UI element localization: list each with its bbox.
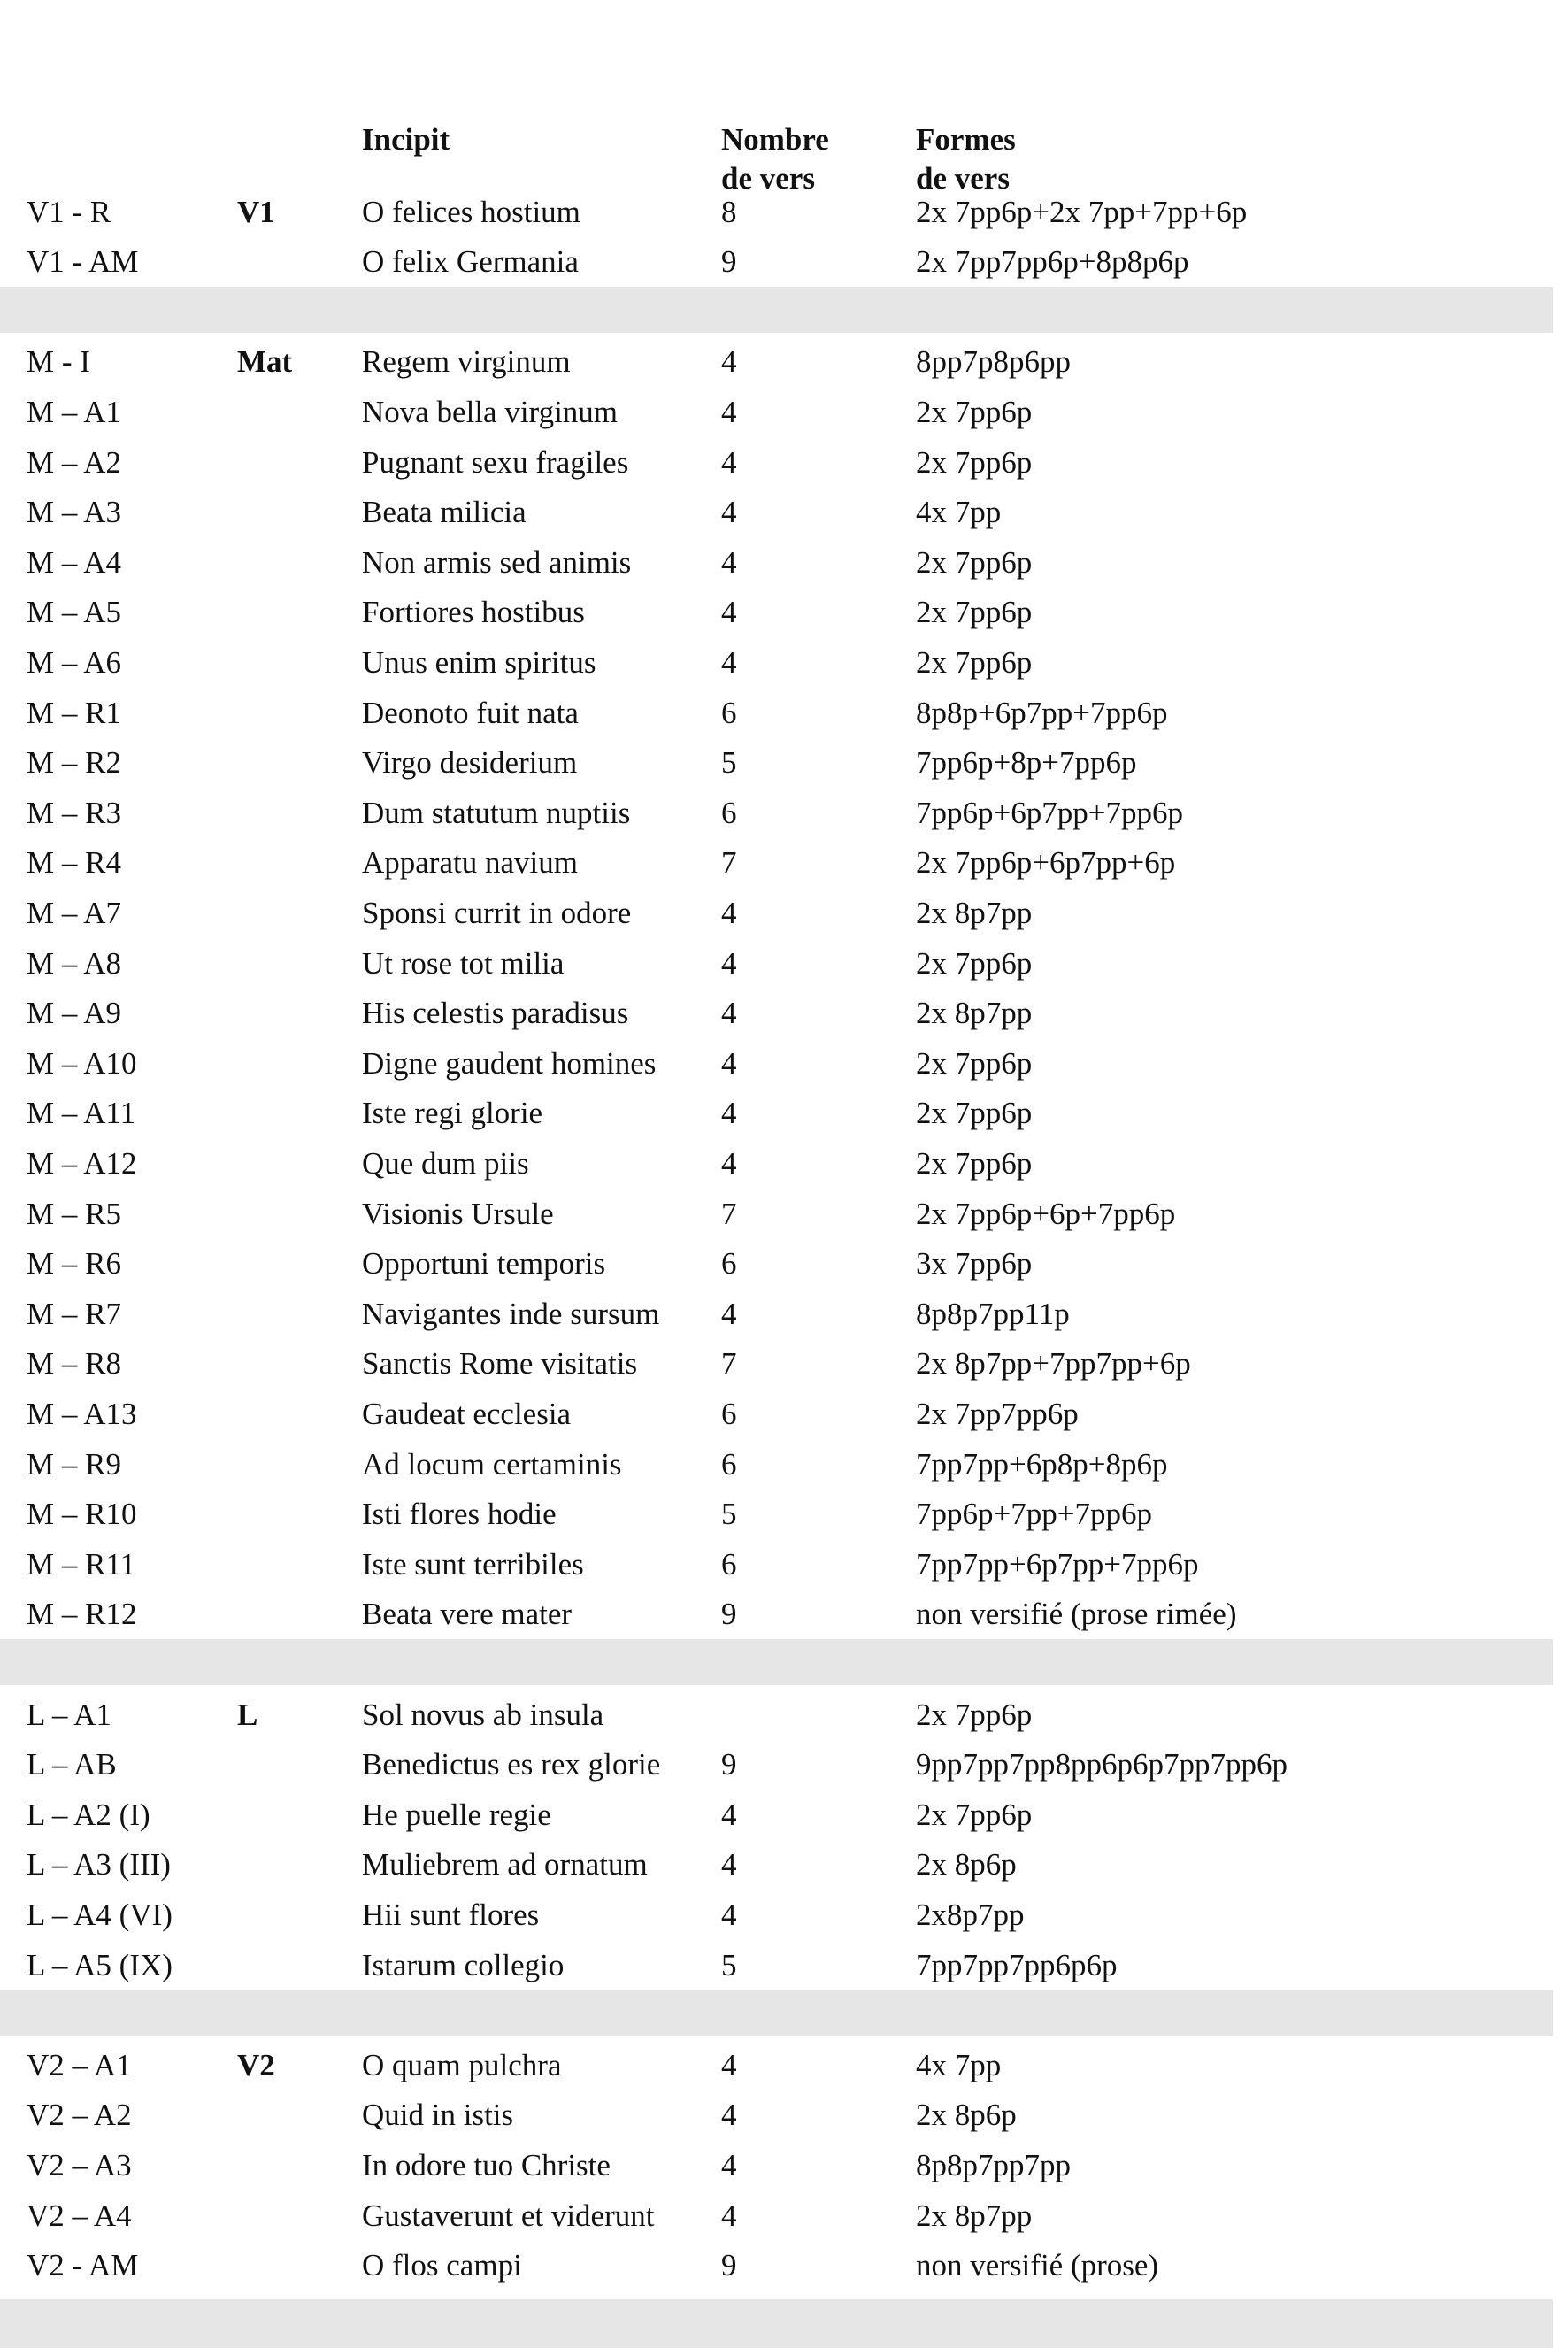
cell-id: M – R9 <box>27 1446 121 1482</box>
table-row <box>0 2090 1568 2140</box>
cell-id: M - I <box>27 344 90 380</box>
table-row <box>0 1439 1568 1490</box>
table-row <box>0 1389 1568 1439</box>
cell-incipit: Gaudeat ecclesia <box>362 1396 572 1431</box>
cell-formes: 2x 7pp6p <box>916 444 1033 480</box>
cell-nombre: 4 <box>721 945 737 981</box>
table-row <box>0 1289 1568 1339</box>
cell-id: V2 - AM <box>27 2248 139 2283</box>
cell-formes: 2x 7pp7pp6p <box>916 1396 1079 1431</box>
cell-id: M – R10 <box>27 1497 137 1532</box>
cell-formes: 2x 7pp7pp6p+8p8p6p <box>916 244 1189 280</box>
table-row <box>0 637 1568 688</box>
cell-incipit: O flos campi <box>362 2248 522 2283</box>
cell-formes: 2x 8p7pp+7pp7pp+6p <box>916 1346 1191 1382</box>
table-row <box>0 1539 1568 1590</box>
section-separator-band <box>0 1639 1553 1685</box>
cell-id: V1 - R <box>27 194 111 229</box>
table-row <box>0 587 1568 637</box>
cell-formes: 2x 8p7pp <box>916 895 1033 930</box>
cell-formes: 2x 7pp6p+6p+7pp6p <box>916 1196 1176 1231</box>
cell-formes: 7pp7pp+6p8p+8p6p <box>916 1446 1168 1482</box>
cell-incipit: Unus enim spiritus <box>362 644 596 680</box>
cell-id: L – A2 (I) <box>27 1797 150 1832</box>
cell-nombre: 4 <box>721 595 737 630</box>
cell-id: M – A11 <box>27 1096 136 1131</box>
table-row <box>0 788 1568 838</box>
cell-incipit: Opportuni temporis <box>362 1246 606 1282</box>
cell-incipit: Gustaverunt et viderunt <box>362 2198 655 2233</box>
cell-nombre: 4 <box>721 344 737 380</box>
cell-formes: 2x8p7pp <box>916 1897 1025 1932</box>
cell-nombre: 4 <box>721 1045 737 1081</box>
cell-id: M – R6 <box>27 1246 121 1282</box>
cell-incipit: Dum statutum nuptiis <box>362 795 631 830</box>
cell-incipit: Beata milicia <box>362 495 527 530</box>
group-label: V1 <box>237 194 275 229</box>
cell-nombre: 7 <box>721 845 737 881</box>
cell-id: M – R12 <box>27 1597 137 1632</box>
cell-incipit: Sol novus ab insula <box>362 1697 604 1732</box>
cell-id: M – R2 <box>27 745 121 781</box>
cell-nombre: 4 <box>721 2098 737 2133</box>
table-row <box>0 2040 1568 2090</box>
cell-formes: 4x 7pp <box>916 495 1002 530</box>
column-header-formes-line1: Formes <box>916 122 1016 157</box>
cell-nombre: 4 <box>721 996 737 1031</box>
table-row <box>0 1739 1568 1790</box>
table-row <box>0 837 1568 888</box>
cell-id: M – R3 <box>27 795 121 830</box>
cell-incipit: He puelle regie <box>362 1797 551 1832</box>
cell-id: M – A10 <box>27 1045 137 1081</box>
cell-formes: non versifié (prose) <box>916 2248 1159 2283</box>
table-row <box>0 236 1568 287</box>
cell-id: M – A4 <box>27 544 121 580</box>
cell-nombre: 9 <box>721 1597 737 1632</box>
cell-nombre: 4 <box>721 495 737 530</box>
cell-formes: 2x 7pp6p <box>916 1697 1033 1732</box>
cell-incipit: O quam pulchra <box>362 2047 562 2082</box>
table-row <box>0 1088 1568 1138</box>
cell-id: M – R5 <box>27 1196 121 1231</box>
cell-incipit: Pugnant sexu fragiles <box>362 444 629 480</box>
cell-formes: 4x 7pp <box>916 2047 1002 2082</box>
cell-nombre: 7 <box>721 1346 737 1382</box>
cell-id: M – A12 <box>27 1145 137 1181</box>
cell-incipit: Ut rose tot milia <box>362 945 565 981</box>
cell-formes: 8p8p+6p7pp+7pp6p <box>916 695 1168 730</box>
cell-formes: 2x 7pp6p <box>916 1797 1033 1832</box>
cell-id: M – A6 <box>27 644 121 680</box>
table-row <box>0 988 1568 1038</box>
cell-incipit: Iste regi glorie <box>362 1096 543 1131</box>
cell-incipit: Regem virginum <box>362 344 571 380</box>
cell-formes: 8pp7p8p6pp <box>916 344 1071 380</box>
section-separator-band <box>0 1990 1553 2036</box>
table-row <box>0 1038 1568 1089</box>
cell-id: M – A3 <box>27 495 121 530</box>
cell-id: M – A2 <box>27 444 121 480</box>
cell-formes: 2x 7pp6p+2x 7pp+7pp+6p <box>916 194 1248 229</box>
cell-formes: 2x 7pp6p <box>916 1045 1033 1081</box>
cell-formes: 2x 7pp6p <box>916 1145 1033 1181</box>
cell-id: M – A1 <box>27 394 121 429</box>
group-label: Mat <box>237 344 293 380</box>
cell-id: L – A1 <box>27 1697 111 1732</box>
cell-formes: 7pp7pp+6p7pp+7pp6p <box>916 1546 1199 1582</box>
group-label: L <box>237 1697 258 1732</box>
cell-formes: 2x 7pp6p <box>916 595 1033 630</box>
cell-nombre: 8 <box>721 194 737 229</box>
cell-incipit: Beata vere mater <box>362 1597 573 1632</box>
cell-id: M – A9 <box>27 996 121 1031</box>
cell-incipit: Benedictus es rex glorie <box>362 1747 661 1782</box>
cell-id: M – R4 <box>27 845 121 881</box>
cell-nombre: 4 <box>721 1296 737 1331</box>
cell-formes: non versifié (prose rimée) <box>916 1597 1237 1632</box>
cell-nombre: 4 <box>721 644 737 680</box>
cell-incipit: Istarum collegio <box>362 1947 565 1982</box>
cell-nombre: 6 <box>721 1396 737 1431</box>
table-row <box>0 1338 1568 1389</box>
cell-id: M – R11 <box>27 1546 136 1582</box>
cell-incipit: Nova bella virginum <box>362 394 619 429</box>
cell-id: M – R8 <box>27 1346 121 1382</box>
group-label: V2 <box>237 2047 275 2082</box>
cell-nombre: 4 <box>721 544 737 580</box>
table-row <box>0 336 1568 387</box>
cell-incipit: Sanctis Rome visitatis <box>362 1346 638 1382</box>
cell-nombre: 4 <box>721 1797 737 1832</box>
cell-id: L – AB <box>27 1747 117 1782</box>
table-row <box>0 2140 1568 2190</box>
cell-nombre: 5 <box>721 1947 737 1982</box>
table-row <box>0 437 1568 488</box>
cell-incipit: Que dum piis <box>362 1145 529 1181</box>
cell-formes: 2x 7pp6p <box>916 644 1033 680</box>
cell-id: V1 - AM <box>27 244 139 280</box>
cell-formes: 2x 7pp6p <box>916 394 1033 429</box>
cell-incipit: Sponsi currit in odore <box>362 895 632 930</box>
section-separator-band-partial <box>0 2299 1553 2348</box>
table-row <box>0 888 1568 938</box>
cell-incipit: Virgo desiderium <box>362 745 578 781</box>
cell-nombre: 9 <box>721 244 737 280</box>
cell-nombre: 6 <box>721 795 737 830</box>
column-header-nombre-line2: de vers <box>721 161 815 196</box>
cell-nombre: 4 <box>721 394 737 429</box>
cell-id: M – A13 <box>27 1396 137 1431</box>
section-separator-band <box>0 287 1553 333</box>
cell-formes: 2x 8p7pp <box>916 2198 1033 2233</box>
table-row <box>0 387 1568 437</box>
cell-id: L – A4 (VI) <box>27 1897 173 1932</box>
cell-nombre: 9 <box>721 1747 737 1782</box>
cell-id: M – R1 <box>27 695 121 730</box>
cell-id: M – R7 <box>27 1296 121 1331</box>
cell-nombre: 9 <box>721 2248 737 2283</box>
cell-formes: 7pp6p+6p7pp+7pp6p <box>916 795 1183 830</box>
column-header-incipit: Incipit <box>362 122 450 157</box>
cell-formes: 7pp7pp7pp6p6p <box>916 1947 1118 1982</box>
cell-incipit: O felices hostium <box>362 194 580 229</box>
cell-id: V2 – A4 <box>27 2198 132 2233</box>
cell-incipit: Ad locum certaminis <box>362 1446 622 1482</box>
cell-incipit: O felix Germania <box>362 244 579 280</box>
cell-incipit: Digne gaudent homines <box>362 1045 657 1081</box>
cell-formes: 7pp6p+7pp+7pp6p <box>916 1497 1152 1532</box>
cell-formes: 2x 7pp6p+6p7pp+6p <box>916 845 1176 881</box>
cell-formes: 8p8p7pp7pp <box>916 2147 1071 2182</box>
table-row <box>0 487 1568 537</box>
table-row <box>0 1839 1568 1890</box>
table-row <box>0 1589 1568 1639</box>
table-row <box>0 2190 1568 2241</box>
cell-formes: 2x 8p6p <box>916 2098 1017 2133</box>
cell-incipit: Iste sunt terribiles <box>362 1546 584 1582</box>
cell-incipit: Non armis sed animis <box>362 544 632 580</box>
cell-incipit: Deonoto fuit nata <box>362 695 579 730</box>
cell-id: L – A5 (IX) <box>27 1947 173 1982</box>
cell-nombre: 6 <box>721 1546 737 1582</box>
table-row <box>0 1489 1568 1539</box>
cell-incipit: In odore tuo Christe <box>362 2147 611 2182</box>
cell-id: M – A8 <box>27 945 121 981</box>
cell-nombre: 4 <box>721 2198 737 2233</box>
table-row <box>0 1790 1568 1840</box>
cell-nombre: 5 <box>721 745 737 781</box>
cell-nombre: 4 <box>721 1145 737 1181</box>
cell-nombre: 4 <box>721 1847 737 1882</box>
cell-nombre: 4 <box>721 2147 737 2182</box>
cell-incipit: Muliebrem ad ornatum <box>362 1847 648 1882</box>
table-row <box>0 1890 1568 1940</box>
cell-nombre: 4 <box>721 1897 737 1932</box>
cell-nombre: 4 <box>721 444 737 480</box>
cell-incipit: Isti flores hodie <box>362 1497 557 1532</box>
cell-id: L – A3 (III) <box>27 1847 171 1882</box>
table-row <box>0 537 1568 588</box>
cell-incipit: Quid in istis <box>362 2098 514 2133</box>
cell-incipit: Visionis Ursule <box>362 1196 554 1231</box>
cell-formes: 2x 8p6p <box>916 1847 1017 1882</box>
cell-formes: 2x 7pp6p <box>916 1096 1033 1131</box>
table-row <box>0 1138 1568 1189</box>
cell-id: V2 – A1 <box>27 2047 132 2082</box>
column-header-formes-line2: de vers <box>916 161 1010 196</box>
cell-incipit: Apparatu navium <box>362 845 578 881</box>
column-header-nombre-line1: Nombre <box>721 122 829 157</box>
cell-incipit: Fortiores hostibus <box>362 595 585 630</box>
cell-nombre: 4 <box>721 1096 737 1131</box>
cell-nombre: 6 <box>721 695 737 730</box>
table-row <box>0 187 1568 237</box>
table-row <box>0 737 1568 788</box>
cell-formes: 3x 7pp6p <box>916 1246 1033 1282</box>
cell-nombre: 6 <box>721 1246 737 1282</box>
cell-nombre: 4 <box>721 2047 737 2082</box>
cell-id: V2 – A3 <box>27 2147 132 2182</box>
cell-formes: 2x 7pp6p <box>916 945 1033 981</box>
cell-formes: 7pp6p+8p+7pp6p <box>916 745 1137 781</box>
cell-nombre: 7 <box>721 1196 737 1231</box>
table-row <box>0 1189 1568 1239</box>
cell-id: V2 – A2 <box>27 2098 132 2133</box>
table-row <box>0 938 1568 989</box>
cell-nombre: 4 <box>721 895 737 930</box>
cell-incipit: Navigantes inde sursum <box>362 1296 660 1331</box>
table-row <box>0 1940 1568 1990</box>
table-row <box>0 1238 1568 1289</box>
cell-nombre: 6 <box>721 1446 737 1482</box>
table-row <box>0 1690 1568 1740</box>
cell-incipit: Hii sunt flores <box>362 1897 540 1932</box>
cell-formes: 8p8p7pp11p <box>916 1296 1070 1331</box>
cell-formes: 2x 8p7pp <box>916 996 1033 1031</box>
cell-incipit: His celestis paradisus <box>362 996 629 1031</box>
table-row <box>0 2240 1568 2290</box>
cell-formes: 9pp7pp7pp8pp6p6p7pp7pp6p <box>916 1747 1287 1782</box>
cell-nombre: 5 <box>721 1497 737 1532</box>
cell-id: M – A5 <box>27 595 121 630</box>
cell-id: M – A7 <box>27 895 121 930</box>
cell-formes: 2x 7pp6p <box>916 544 1033 580</box>
table-row <box>0 688 1568 738</box>
